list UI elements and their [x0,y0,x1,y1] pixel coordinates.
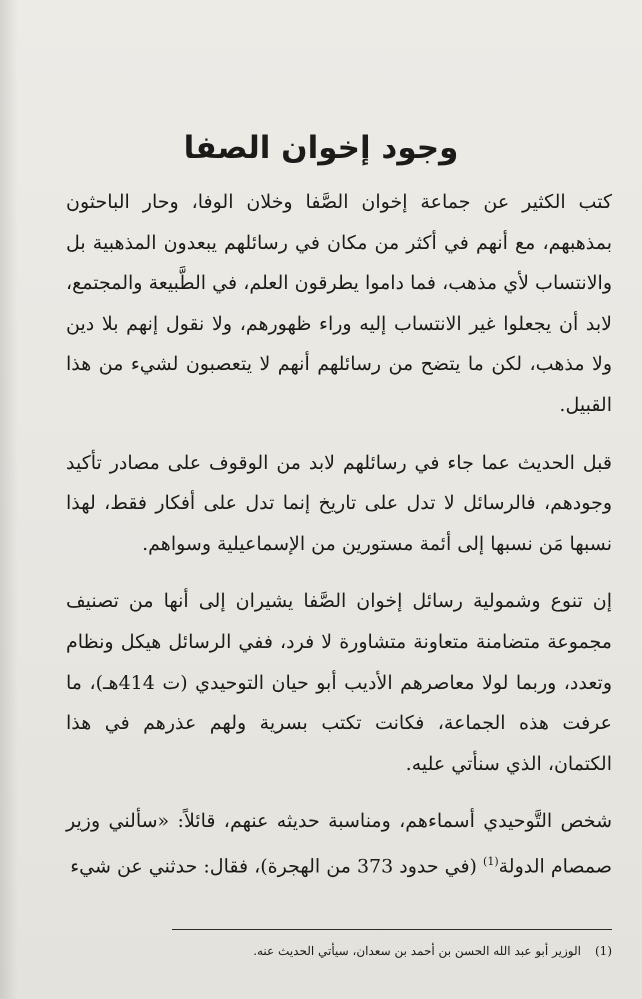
footnote [60,944,612,958]
paragraph-4 [66,801,612,887]
paragraph-4-text-after: (في حدود 373 من الهجرة)، فقال: حدثني عن شيء [70,855,477,878]
footnote-reference: (1) [483,854,499,868]
footnote-divider [172,929,612,930]
body-text [66,182,612,904]
paragraph-2: قبل الحديث عما جاء في رسائلهم لابد من الوقوف على مصادر تأكيد وجودهم، فالرسائل لا تدل على تاريخ إنما تدل على أفكار فقط، لهذا نسبها مَن نسبها إلى أئمة مستورين من الإسماعيلية وسواهم. [66,451,612,555]
paragraph-3: إن تنوع وشمولية رسائل إخوان الصَّفا يشيران إلى أنها من تصنيف مجموعة متضامنة متعاونة متشاورة لا فرد، ففي الرسائل هيكل ونظام وتعدد، وربما لولا معاصرهم الأديب أبو حيان التوحيدي (ت 414هـ)، ما عرفت هذه الجماعة، فكانت تكتب بسرية ولهم عذرهم في هذا الكتمان، الذي سنأتي عليه. [66,590,612,775]
paragraph-1: كتب الكثير عن جماعة إخوان الصَّفا وخلان الوفا، وحار الباحثون بمذهبهم، مع أنهم في أكثر من مكان في رسائلهم يبعدون المذهبية بل والانتساب لأي مذهب، فما داموا يطرقون العلم، في الطَّبيعة والمجتمع، لابد أن يجعلوا غير الانتساب إليه وراء ظهورهم، ولا نقول إنهم بلا دين ولا مذهب، لكن ما يتضح من رسائلهم أنهم لا يتعصبون لشيء من هذا القبيل. [66,191,612,416]
footnote-text: الوزير أبو عبد الله الحسن بن أحمد بن سعدان، سيأتي الحديث عنه. [253,944,581,958]
footnote-number: (1) [594,944,612,958]
paragraph-4-text-before: شخص التَّوحيدي أسماءهم، ومناسبة حديثه عنهم، قائلاً: «سألني وزير صمصام الدولة [66,810,612,878]
chapter-title: وجود إخوان الصفا [183,130,459,166]
